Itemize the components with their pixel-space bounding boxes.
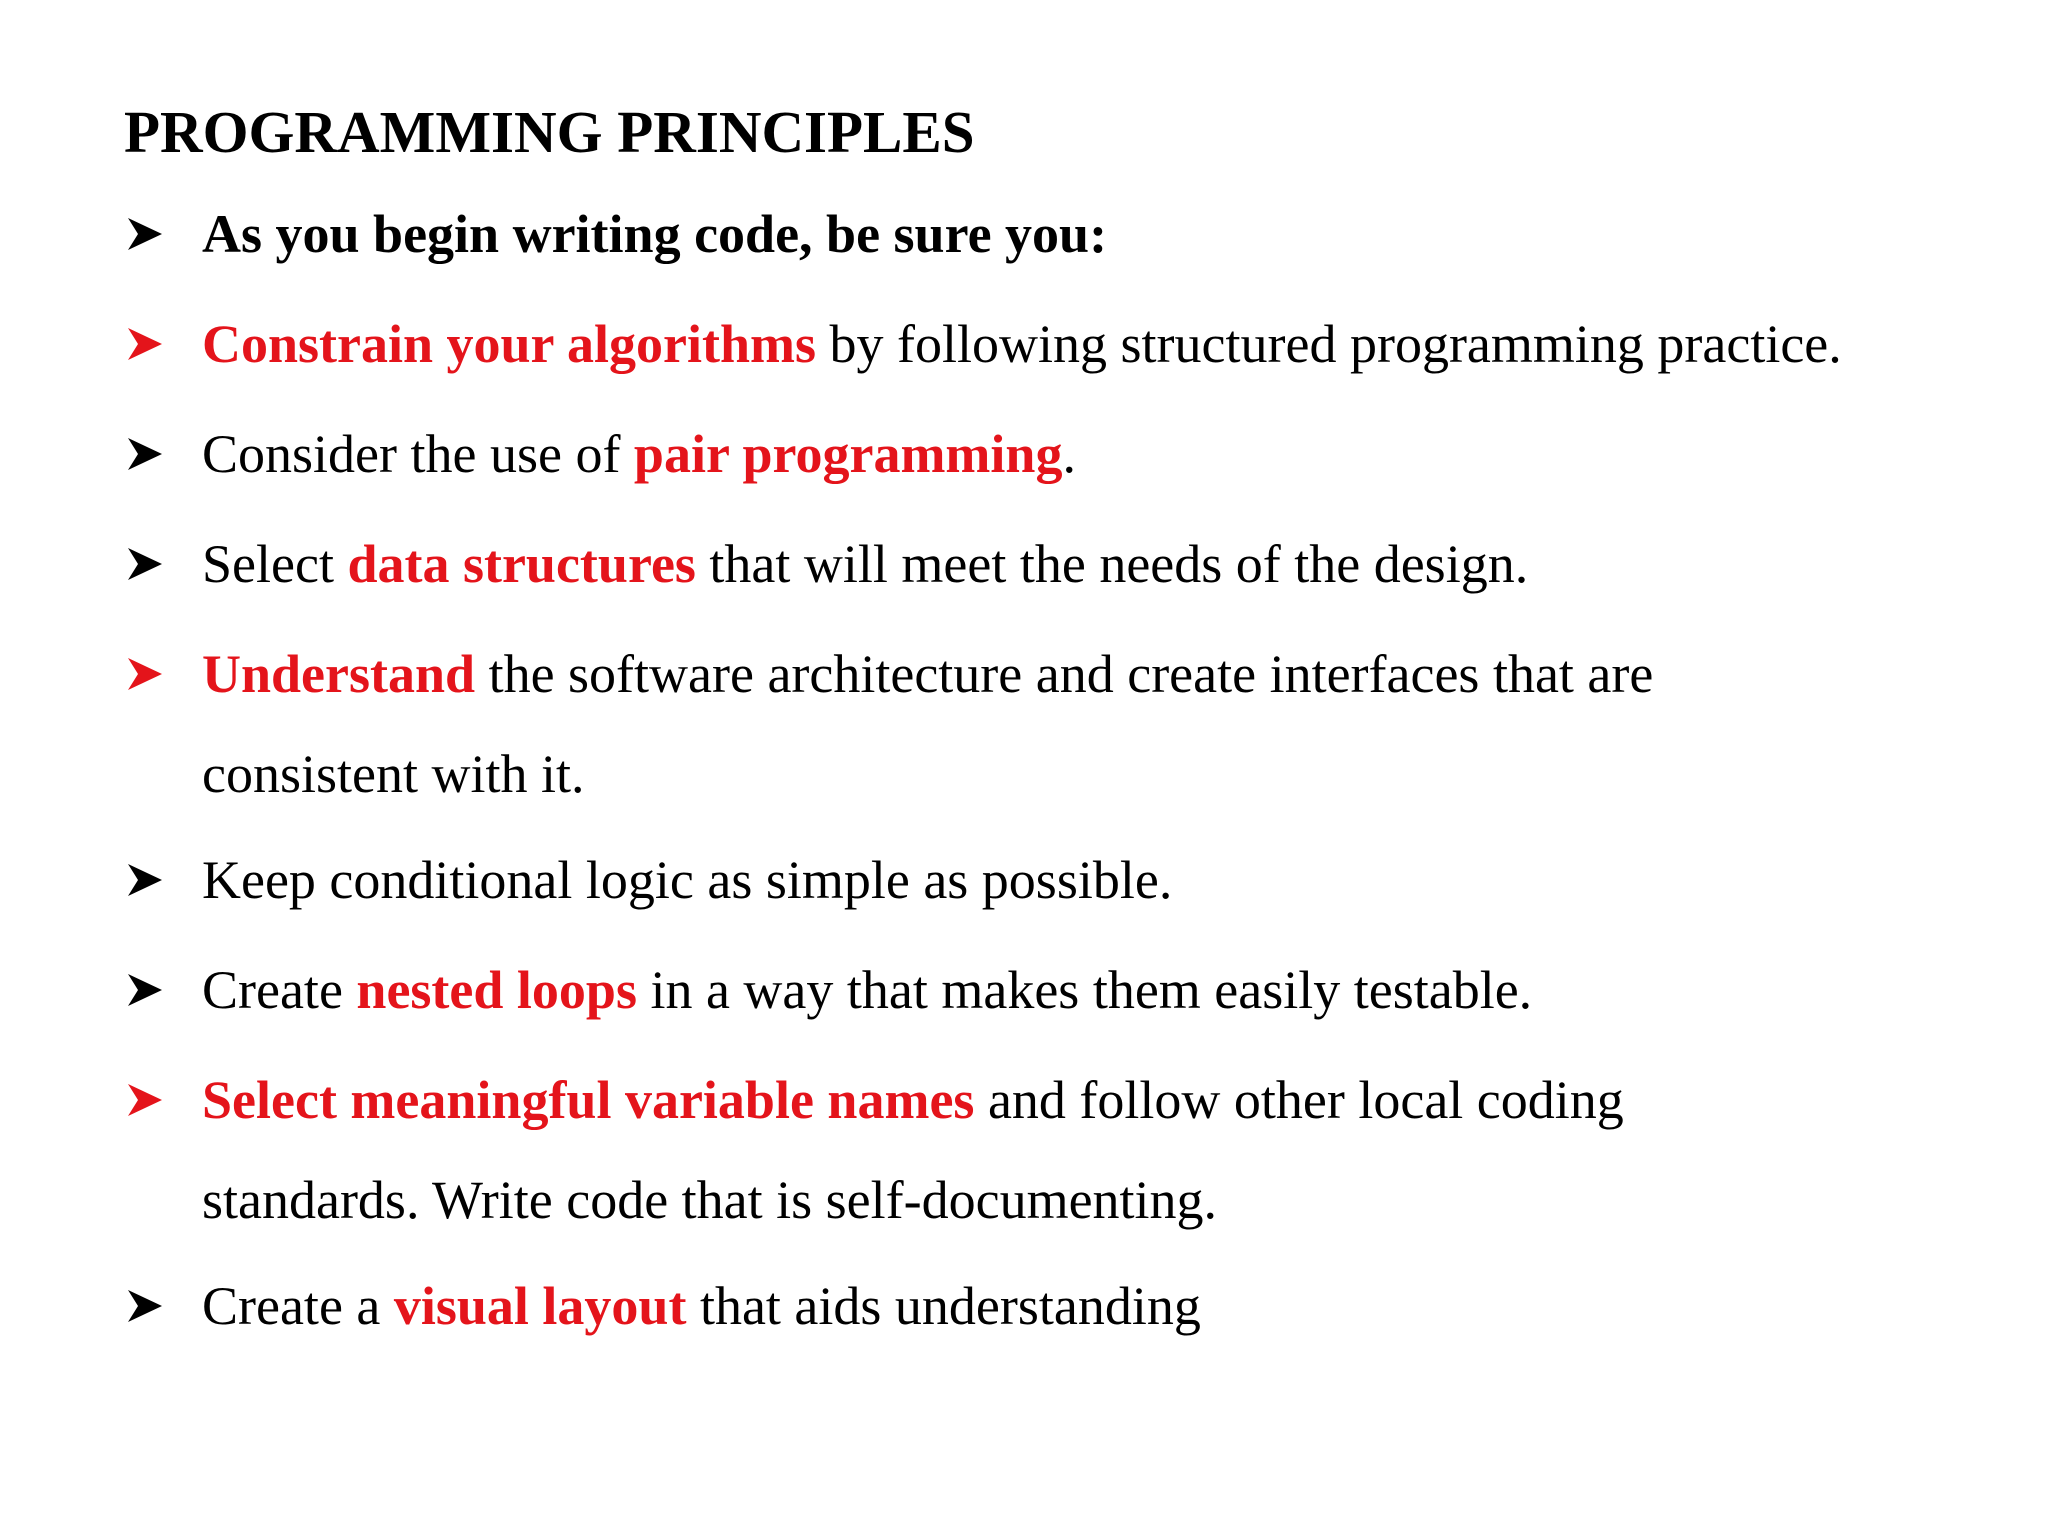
list-item-text	[202, 528, 1528, 600]
list-item-text	[202, 308, 1842, 380]
arrow-bullet-icon	[124, 638, 168, 710]
item-text-after: the software architecture and create interfaces that are	[475, 644, 1654, 704]
item-text-after: by following structured programming practice.	[816, 314, 1842, 374]
list-item-text	[202, 638, 1653, 810]
arrow-bullet-icon	[124, 1270, 168, 1342]
highlight-term: Select meaningful variable names	[202, 1070, 975, 1130]
item-text-before: Consider the use of	[202, 424, 634, 484]
arrow-bullet-icon	[124, 844, 168, 916]
arrow-bullet-icon	[124, 418, 168, 490]
highlight-term: nested loops	[356, 960, 637, 1020]
item-text-after: that will meet the needs of the design.	[695, 534, 1529, 594]
arrow-bullet-icon	[124, 954, 168, 1026]
arrow-bullet-icon	[124, 528, 168, 600]
item-text-continuation: standards. Write code that is self-documenting.	[202, 1170, 1218, 1230]
intro-text: As you begin writing code, be sure you:	[202, 204, 1108, 264]
item-text-after: that aids understanding	[686, 1276, 1201, 1336]
arrow-bullet-icon	[124, 308, 168, 380]
list-item-text	[202, 418, 1076, 490]
highlight-term: Constrain your algorithms	[202, 314, 817, 374]
highlight-term: visual layout	[393, 1276, 687, 1336]
highlight-term: data structures	[347, 534, 696, 594]
list-item-text	[202, 1270, 1201, 1342]
item-text-after: and follow other local coding	[974, 1070, 1624, 1130]
list-item-text	[202, 1064, 1624, 1236]
item-text-before: Create	[202, 960, 357, 1020]
item-text-before: Select	[202, 534, 348, 594]
page-title: PROGRAMMING PRINCIPLES	[124, 99, 975, 165]
item-text-before: Keep conditional logic as simple as possible.	[202, 850, 1173, 910]
list-item-text	[202, 198, 1107, 270]
item-text-continuation: consistent with it.	[202, 744, 585, 804]
arrow-bullet-icon	[124, 1064, 168, 1136]
highlight-term: pair programming	[633, 424, 1063, 484]
item-text-before: Create a	[202, 1276, 394, 1336]
highlight-term: Understand	[202, 644, 476, 704]
list-item-text	[202, 844, 1172, 916]
item-text-after: in a way that makes them easily testable.	[636, 960, 1533, 1020]
list-item-text	[202, 954, 1532, 1026]
arrow-bullet-icon	[124, 198, 168, 270]
item-text-after: .	[1062, 424, 1076, 484]
